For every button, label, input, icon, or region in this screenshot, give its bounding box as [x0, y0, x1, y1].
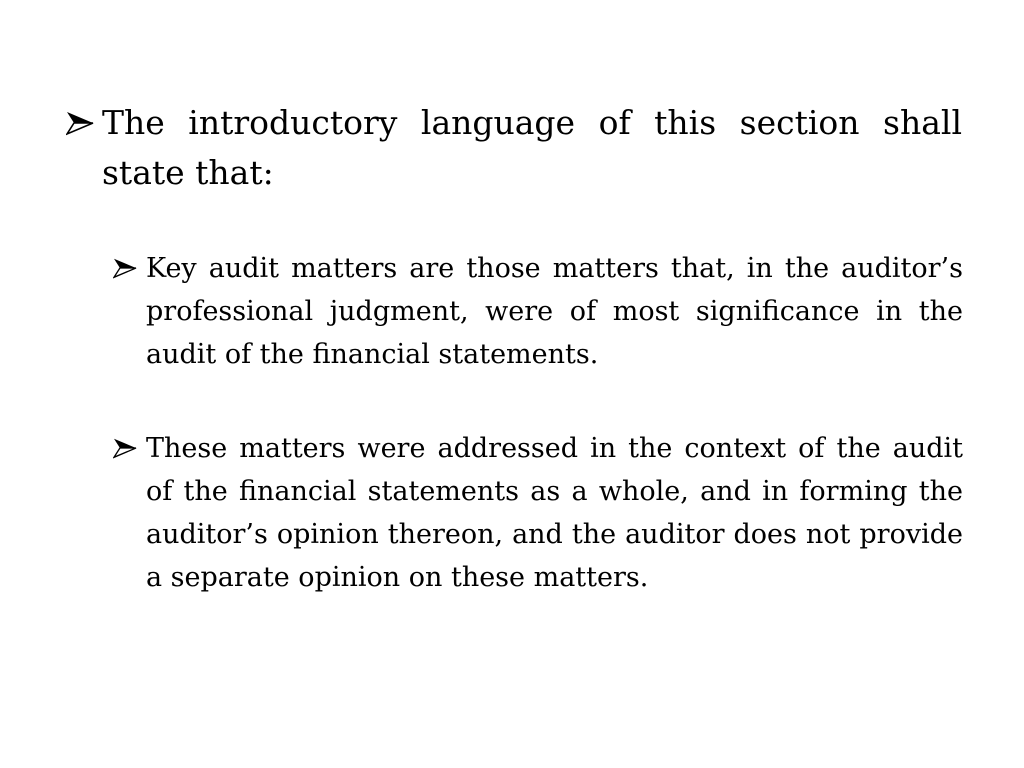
- sub-bullet-matters-addressed: [113, 427, 963, 599]
- sub-bullet-text: Key audit matters are those matters that, in the auditor’s professional judgment, were of most significance in the audit of the financial statements.: [146, 253, 963, 370]
- sub-bullet-text: These matters were addressed in the context of the audit of the financial statements as a whole, and in forming the auditor’s opinion thereon, and the auditor does not provide a separate opinion on these matters.: [146, 433, 963, 593]
- arrow-bullet-icon: [113, 427, 146, 470]
- arrow-bullet-icon: [66, 98, 102, 148]
- arrow-bullet-icon: [113, 247, 146, 290]
- bullet-text: The introductory language of this section shall state that:: [102, 103, 962, 192]
- bullet-introductory-language: [66, 98, 962, 198]
- sub-bullet-key-audit-matters: [113, 247, 963, 376]
